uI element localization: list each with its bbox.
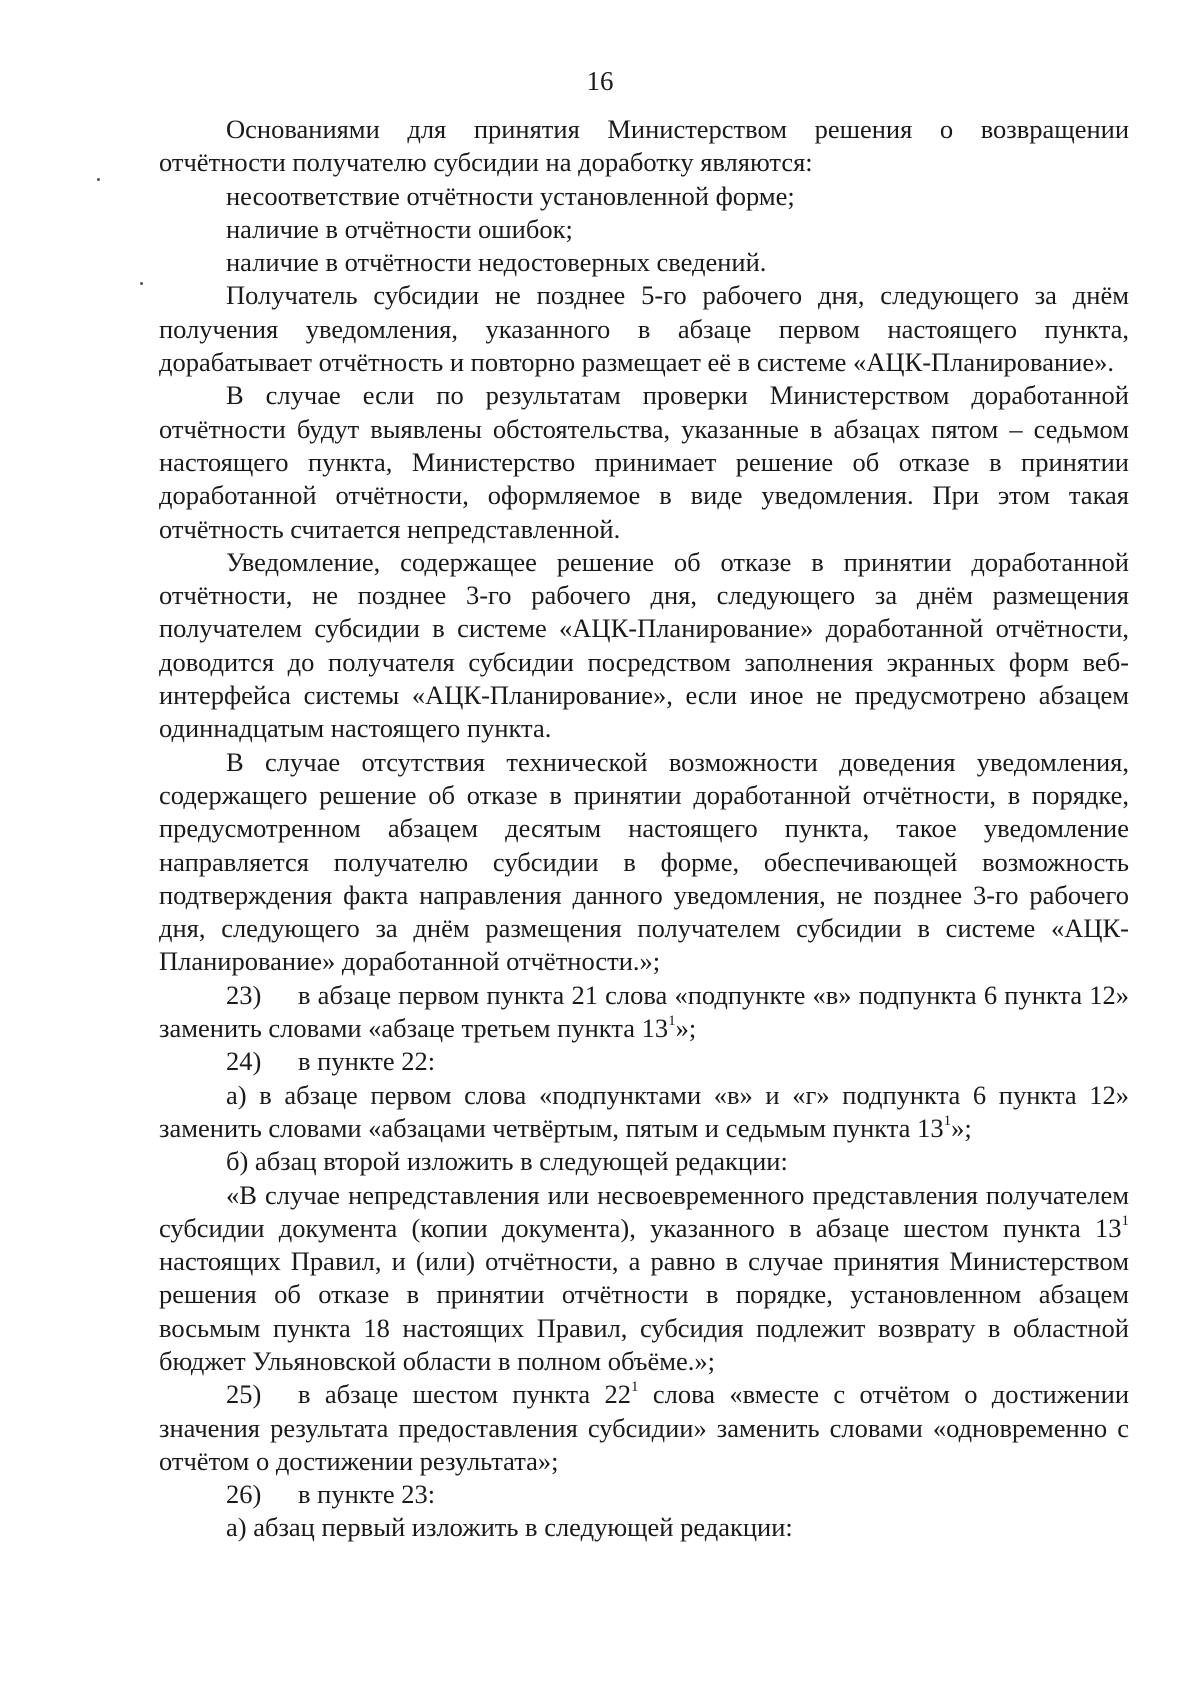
item-number: 25)	[226, 1379, 262, 1410]
superscript: 1	[1121, 1212, 1129, 1229]
superscript: 1	[631, 1379, 639, 1396]
paragraph: Получатель субсидии не позднее 5-го рабочего дня, следующего за днём получения уведомления, указанного в абзаце первом настоящего пункта, дорабатывает отчётность и повторно размещает её в системе «АЦК-Планирование».	[159, 280, 1129, 378]
list-item: несоответствие отчётности установленной форме;	[226, 180, 795, 211]
paragraph: Уведомление, содержащее решение об отказе в принятии доработанной отчётности, не позднее 3-го рабочего дня, следующего за днём размещения получателем субсидии в системе «АЦК-Планирование» доработанной отчётности, доводится до получателя субсидии посредством заполнения экранных форм веб-интерфейса системы «АЦК-Планирование», если иное не предусмотрено абзацем одиннадцатым настоящего пункта.	[159, 546, 1129, 744]
item-text-tail: »;	[675, 1013, 697, 1044]
item-number: 26)	[226, 1479, 262, 1510]
item-number: 23)	[226, 979, 262, 1010]
item-text: «В случае непредставления или несвоевременного представления получателем субсидии документа (копии документа), указанного в абзаце шестом пункта 13	[159, 1179, 1129, 1243]
item-text-tail: слова «вместе с отчётом о достижении значения результата предоставления субсидии» заменить словами «одновременно с отчётом о достижении результата»;	[159, 1379, 1129, 1476]
document-body	[159, 113, 1129, 1545]
sub-item-a	[159, 1079, 1129, 1146]
scan-speck	[97, 178, 100, 181]
paragraph: В случае отсутствия технической возможности доведения уведомления, содержащего решение об отказе в принятии доработанной отчётности, в порядке, предусмотренном абзацем десятым настоящего пункта, такое уведомление направляется получателю субсидии в форме, обеспечивающей возможность подтверждения факта направления данного уведомления, не позднее 3-го рабочего дня, следующего за днём размещения получателем субсидии в системе «АЦК-Планирование» доработанной отчётности.»;	[159, 746, 1129, 977]
amendment-item-26	[159, 1478, 1129, 1511]
item-text: а) в абзаце первом слова «подпунктами «в» и «г» подпункта 6 пункта 12» заменить словами «абзацами четвёртым, пятым и седьмым пункта 13	[159, 1079, 1129, 1143]
sub-item-a: а) абзац первый изложить в следующей редакции:	[226, 1512, 793, 1543]
item-text: в абзаце шестом пункта 22	[298, 1379, 632, 1410]
quoted-paragraph	[159, 1179, 1129, 1379]
amendment-item-25	[159, 1378, 1129, 1478]
amendment-item-23	[159, 979, 1129, 1046]
paragraph: В случае если по результатам проверки Министерством доработанной отчётности будут выявлены обстоятельства, указанные в абзацах пятом – седьмом настоящего пункта, Министерство принимает решение об отказе в принятии доработанной отчётности, оформляемое в виде уведомления. При этом такая отчётность считается непредставленной.	[159, 380, 1129, 544]
scan-speck	[140, 282, 143, 285]
sub-item-b: б) абзац второй изложить в следующей редакции:	[226, 1146, 788, 1177]
item-text: в абзаце первом пункта 21 слова «подпункте «в» подпункта 6 пункта 12» заменить словами «абзаце третьем пункта 13	[159, 979, 1129, 1044]
item-text: в пункте 22:	[298, 1046, 436, 1077]
superscript: 1	[668, 1013, 676, 1030]
list-item: наличие в отчётности ошибок;	[226, 213, 573, 244]
list-item: наличие в отчётности недостоверных сведений.	[226, 247, 767, 278]
superscript: 1	[943, 1113, 952, 1130]
item-text-tail: »;	[951, 1112, 972, 1143]
item-text: в пункте 23:	[298, 1479, 436, 1510]
paragraph: Основаниями для принятия Министерством решения о возвращении отчётности получателю субсидии на доработку являются:	[159, 114, 1129, 178]
item-text-tail: настоящих Правил, и (или) отчётности, а равно в случае принятия Министерством решения об отказе в принятии отчётности в порядке, установленном абзацем восьмым пункта 18 настоящих Правил, субсидия подлежит возврату в областной бюджет Ульяновской области в полном объёме.»;	[159, 1246, 1129, 1376]
amendment-item-24	[159, 1045, 1129, 1078]
item-number: 24)	[226, 1046, 262, 1077]
page-number: 16	[586, 66, 614, 96]
